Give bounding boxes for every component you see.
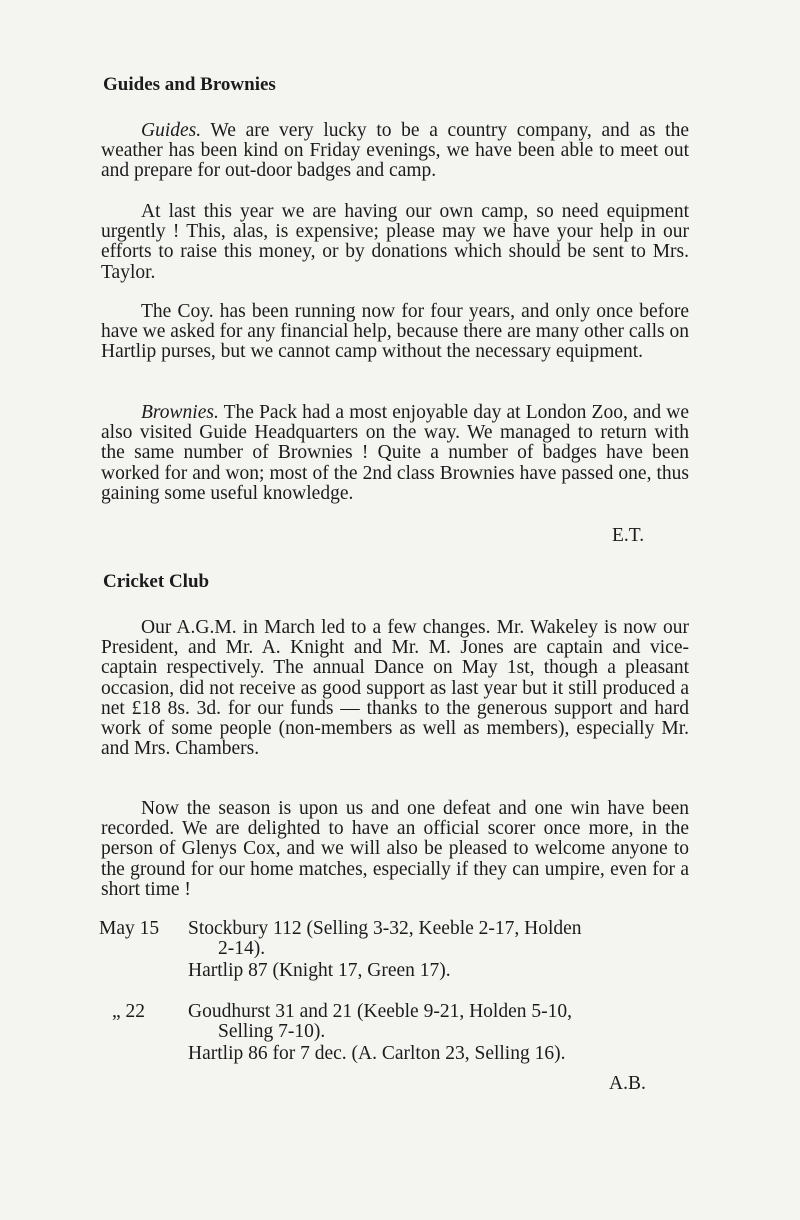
cricket-heading: Cricket Club [103,571,210,592]
match-row [0,1002,800,1068]
guides-lead: Guides. [141,120,202,141]
match-line: Selling 7-10). [218,1021,326,1043]
cricket-signature: A.B. [609,1073,646,1094]
match-line: Goudhurst 31 and 21 (Keeble 9-21, Holden 5-10, [188,1001,572,1022]
brownies-paragraph [101,403,689,504]
guides-paragraph-3: The Coy. has been running now for four years, and only once before have we asked for any financial help, because there are many other calls on Hartlip purses, but we cannot camp without the necessary equipment. [101,301,689,363]
cricket-paragraph-2: Now the season is upon us and one defeat and one win have been recorded. We are delighted to have an official scorer once more, in the person of Glenys Cox, and we will also be pleased to welcome anyone to the ground for our home matches, especially if they can umpire, even for a short time ! [101,798,689,900]
match-line: Hartlip 86 for 7 dec. (A. Carlton 23, Selling 16). [188,1043,566,1065]
guides-paragraph-2: At last this year we are having our own camp, so need equipment urgently ! This, alas, is expensive; please may we have your help in our efforts to raise this money, or by donations which should be sent to Mrs. Taylor. [101,201,689,283]
match-entry [188,919,686,982]
guides-text: We are very lucky to be a country company, and as the weather has been kind on Friday evenings, we have been able to meet out and prepare for out-door badges and camp. [101,120,689,182]
match-date: May 15 [99,918,160,939]
match-date: „ 22 [112,1001,146,1022]
match-line: Stockbury 112 (Selling 3-32, Keeble 2-17, Holden [188,918,582,939]
match-row [0,919,800,985]
brownies-lead: Brownies. [141,402,219,423]
match-line: Hartlip 87 (Knight 17, Green 17). [188,960,451,982]
brownies-text: The Pack had a most enjoyable day at London Zoo, and we also visited Guide Headquarters on the way. We managed to return with the same number of Brownies ! Quite a number of badges have been worked for and won; most of the 2nd class Brownies have passed one, thus gaining some useful knowledge. [101,402,689,504]
cricket-paragraph-1: Our A.G.M. in March led to a few changes. Mr. Wakeley is now our President, and Mr. A. Knight and Mr. M. Jones are captain and vice-captain respectively. The annual Dance on May 1st, though a pleasant occasion, did not receive as good support as last year but it still produced a net £18 8s. 3d. for our funds — thanks to the generous support and hard work of some people (non-members as well as members), especially Mr. and Mrs. Chambers. [101,617,689,760]
match-entry [188,1002,686,1065]
guides-paragraph-1 [101,121,689,182]
guides-signature: E.T. [612,525,645,546]
match-line: 2-14). [218,938,266,960]
guides-heading: Guides and Brownies [103,74,276,95]
